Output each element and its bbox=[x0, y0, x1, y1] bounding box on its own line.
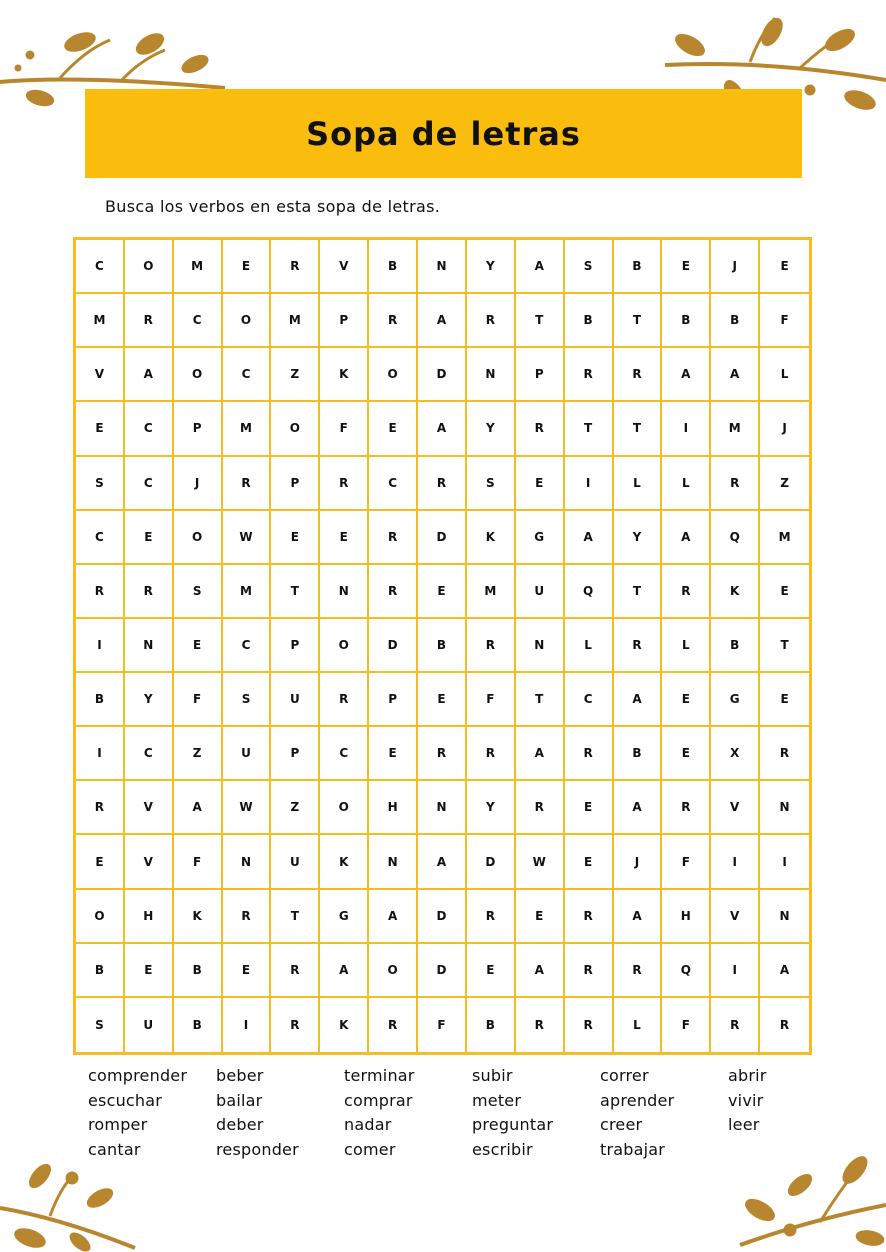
grid-cell[interactable]: E bbox=[125, 944, 174, 998]
grid-cell[interactable]: P bbox=[320, 294, 369, 348]
grid-cell[interactable]: S bbox=[76, 998, 125, 1052]
grid-cell[interactable]: T bbox=[516, 673, 565, 727]
grid-cell[interactable]: U bbox=[516, 565, 565, 619]
grid-cell[interactable]: T bbox=[516, 294, 565, 348]
grid-cell[interactable]: R bbox=[779, 1017, 790, 1032]
grid-cell[interactable]: U bbox=[223, 727, 272, 781]
word-list-item: meter bbox=[472, 1090, 522, 1110]
grid-cell[interactable]: F bbox=[174, 673, 223, 727]
grid-cell[interactable]: H bbox=[369, 781, 418, 835]
grid-cell[interactable]: O bbox=[174, 348, 223, 402]
grid-cell[interactable]: R bbox=[662, 565, 711, 619]
grid-cell[interactable]: E bbox=[760, 565, 809, 619]
grid-cell[interactable]: A bbox=[516, 240, 565, 294]
grid-cell[interactable]: U bbox=[125, 998, 174, 1052]
grid-cell[interactable]: V bbox=[711, 781, 760, 835]
grid-cell[interactable]: R bbox=[516, 781, 565, 835]
grid-cell[interactable]: C bbox=[125, 457, 174, 511]
grid-cell[interactable]: A bbox=[614, 781, 663, 835]
word-list-item: vivir bbox=[728, 1090, 764, 1110]
grid-cell[interactable]: E bbox=[516, 457, 565, 511]
grid-cell[interactable]: R bbox=[565, 348, 614, 402]
grid-cell[interactable]: Z bbox=[174, 727, 223, 781]
grid-cell[interactable]: P bbox=[271, 457, 320, 511]
grid-cell[interactable]: W bbox=[223, 781, 272, 835]
grid-cell[interactable]: E bbox=[565, 835, 614, 889]
grid-cell[interactable]: U bbox=[271, 835, 320, 889]
grid-cell[interactable]: I bbox=[565, 457, 614, 511]
grid-cell[interactable]: C bbox=[320, 727, 369, 781]
grid-cell[interactable]: J bbox=[614, 835, 663, 889]
grid-cell[interactable]: B bbox=[76, 944, 125, 998]
grid-cell[interactable]: H bbox=[662, 890, 711, 944]
grid-cell[interactable]: L bbox=[614, 457, 663, 511]
grid-cell[interactable]: E bbox=[223, 944, 272, 998]
page-title: Sopa de letras bbox=[306, 114, 581, 153]
grid-cell[interactable]: G bbox=[711, 673, 760, 727]
grid-cell[interactable]: R bbox=[418, 727, 467, 781]
grid-cell[interactable]: N bbox=[467, 348, 516, 402]
grid-cell[interactable]: C bbox=[369, 457, 418, 511]
grid-cell[interactable]: L bbox=[662, 619, 711, 673]
grid-cell[interactable]: Q bbox=[662, 944, 711, 998]
grid-cell[interactable]: B bbox=[418, 619, 467, 673]
grid-cell[interactable]: R bbox=[565, 890, 614, 944]
grid-cell[interactable]: C bbox=[565, 673, 614, 727]
word-list-item: leer bbox=[728, 1115, 760, 1134]
grid-cell[interactable]: C bbox=[76, 240, 125, 294]
grid-cell[interactable]: F bbox=[174, 835, 223, 889]
grid-cell[interactable]: I bbox=[662, 402, 711, 456]
grid-cell[interactable]: K bbox=[320, 348, 369, 402]
grid-cell[interactable]: N bbox=[223, 835, 272, 889]
grid-cell[interactable]: E bbox=[418, 673, 467, 727]
grid-cell[interactable]: S bbox=[223, 673, 272, 727]
grid-cell[interactable]: C bbox=[76, 511, 125, 565]
grid-cell[interactable]: L bbox=[760, 348, 809, 402]
grid-cell[interactable]: J bbox=[174, 457, 223, 511]
grid-cell[interactable]: N bbox=[320, 565, 369, 619]
grid-cell[interactable]: C bbox=[223, 619, 272, 673]
grid-cell[interactable]: F bbox=[320, 402, 369, 456]
grid-cell[interactable]: R bbox=[467, 294, 516, 348]
grid-cell[interactable]: V bbox=[711, 890, 760, 944]
grid-cell[interactable]: M bbox=[467, 565, 516, 619]
grid-cell[interactable]: B bbox=[76, 673, 125, 727]
word-list-item: terminar bbox=[344, 1066, 415, 1085]
grid-cell[interactable]: R bbox=[565, 998, 614, 1052]
grid-cell[interactable]: B bbox=[369, 240, 418, 294]
grid-cell[interactable]: F bbox=[662, 998, 711, 1052]
grid-cell[interactable]: F bbox=[418, 998, 467, 1052]
grid-cell[interactable]: G bbox=[320, 890, 369, 944]
grid-cell[interactable]: Z bbox=[271, 781, 320, 835]
grid-cell[interactable]: R bbox=[125, 294, 174, 348]
grid-cell[interactable]: M bbox=[223, 565, 272, 619]
grid-cell[interactable]: P bbox=[369, 673, 418, 727]
grid-cell[interactable]: K bbox=[320, 998, 369, 1052]
grid-cell[interactable]: K bbox=[320, 835, 369, 889]
grid-cell[interactable]: S bbox=[76, 457, 125, 511]
grid-cell[interactable]: R bbox=[760, 727, 809, 781]
grid-cell[interactable]: B bbox=[614, 240, 663, 294]
grid-cell[interactable]: A bbox=[125, 348, 174, 402]
grid-cell[interactable]: B bbox=[174, 998, 223, 1052]
grid-cell[interactable]: K bbox=[711, 565, 760, 619]
grid-cell[interactable]: I bbox=[760, 835, 809, 889]
grid-cell[interactable]: R bbox=[369, 998, 418, 1052]
grid-cell[interactable]: T bbox=[760, 619, 809, 673]
grid-cell[interactable]: Y bbox=[467, 240, 516, 294]
word-list-item: deber bbox=[216, 1115, 264, 1134]
grid-cell[interactable]: A bbox=[662, 511, 711, 565]
grid-cell[interactable]: D bbox=[467, 835, 516, 889]
grid-cell[interactable]: B bbox=[711, 619, 760, 673]
word-list-item: beber bbox=[216, 1066, 264, 1085]
grid-cell[interactable]: M bbox=[760, 511, 809, 565]
grid-cell[interactable]: A bbox=[320, 944, 369, 998]
word-list bbox=[88, 1066, 828, 1164]
word-list-item: creer bbox=[600, 1115, 643, 1134]
grid-cell[interactable]: M bbox=[271, 294, 320, 348]
word-search-grid bbox=[73, 237, 812, 1055]
grid-cell[interactable]: R bbox=[320, 673, 369, 727]
branch-ornament-bottom-left bbox=[0, 1158, 140, 1252]
word-list-item: abrir bbox=[728, 1066, 767, 1085]
grid-cell[interactable]: V bbox=[320, 240, 369, 294]
grid-cell[interactable]: E bbox=[223, 240, 272, 294]
grid-cell[interactable]: M bbox=[223, 402, 272, 456]
word-list-item: responder bbox=[216, 1139, 299, 1159]
grid-cell[interactable]: A bbox=[418, 835, 467, 889]
grid-cell[interactable]: U bbox=[271, 673, 320, 727]
grid-cell[interactable]: R bbox=[711, 998, 760, 1052]
grid-cell[interactable]: O bbox=[369, 944, 418, 998]
grid-cell[interactable]: O bbox=[174, 511, 223, 565]
grid-cell[interactable]: C bbox=[223, 348, 272, 402]
grid-cell[interactable]: K bbox=[174, 890, 223, 944]
grid-cell[interactable]: W bbox=[223, 511, 272, 565]
grid-cell[interactable]: A bbox=[516, 944, 565, 998]
grid-cell[interactable]: K bbox=[467, 511, 516, 565]
grid-cell[interactable]: A bbox=[516, 727, 565, 781]
grid-cell[interactable]: D bbox=[418, 890, 467, 944]
grid-cell[interactable]: O bbox=[320, 781, 369, 835]
grid-cell[interactable]: R bbox=[467, 890, 516, 944]
grid-cell[interactable]: F bbox=[467, 673, 516, 727]
grid-cell[interactable]: E bbox=[369, 727, 418, 781]
grid-cell[interactable]: J bbox=[711, 240, 760, 294]
grid-cell[interactable]: H bbox=[125, 890, 174, 944]
word-list-item: comer bbox=[344, 1139, 396, 1159]
grid-cell[interactable]: J bbox=[760, 402, 809, 456]
grid-cell[interactable]: R bbox=[711, 457, 760, 511]
grid-cell[interactable]: E bbox=[418, 565, 467, 619]
grid-cell[interactable]: V bbox=[125, 781, 174, 835]
grid-cell[interactable]: E bbox=[174, 619, 223, 673]
grid-cell[interactable]: O bbox=[125, 240, 174, 294]
word-list-item: comprar bbox=[344, 1090, 413, 1110]
word-list-item: preguntar bbox=[472, 1115, 554, 1134]
grid-cell[interactable]: R bbox=[125, 565, 174, 619]
grid-cell[interactable]: N bbox=[516, 619, 565, 673]
grid-cell[interactable]: F bbox=[662, 835, 711, 889]
grid-cell[interactable]: A bbox=[418, 402, 467, 456]
instructions: Busca los verbos en esta sopa de letras. bbox=[105, 197, 441, 216]
grid-cell[interactable]: A bbox=[662, 348, 711, 402]
grid-cell[interactable]: S bbox=[565, 240, 614, 294]
grid-cell[interactable]: R bbox=[223, 890, 272, 944]
grid-cell[interactable]: T bbox=[614, 565, 663, 619]
grid-cell[interactable]: A bbox=[614, 890, 663, 944]
grid-cell[interactable]: Y bbox=[614, 511, 663, 565]
grid-cell[interactable]: R bbox=[467, 619, 516, 673]
grid-cell[interactable]: Z bbox=[760, 457, 809, 511]
grid-cell[interactable]: Q bbox=[565, 565, 614, 619]
word-list-item: subir bbox=[472, 1066, 513, 1085]
grid-cell[interactable]: D bbox=[418, 348, 467, 402]
grid-cell[interactable]: R bbox=[565, 727, 614, 781]
grid-cell[interactable]: A bbox=[174, 781, 223, 835]
grid-cell[interactable]: N bbox=[369, 835, 418, 889]
grid-cell[interactable]: T bbox=[271, 565, 320, 619]
word-list-item: trabajar bbox=[600, 1139, 666, 1159]
grid-cell[interactable]: D bbox=[418, 511, 467, 565]
grid-cell[interactable]: Y bbox=[125, 673, 174, 727]
grid-cell[interactable]: I bbox=[76, 619, 125, 673]
grid-cell[interactable]: C bbox=[125, 727, 174, 781]
grid-cell[interactable]: R bbox=[76, 565, 125, 619]
grid-cell[interactable]: C bbox=[125, 402, 174, 456]
grid-cell[interactable]: R bbox=[467, 727, 516, 781]
grid-cell[interactable]: R bbox=[369, 565, 418, 619]
grid-cell[interactable]: E bbox=[760, 673, 809, 727]
grid-cell[interactable]: L bbox=[662, 457, 711, 511]
grid-cell[interactable]: B bbox=[711, 294, 760, 348]
grid-cell[interactable]: R bbox=[271, 998, 320, 1052]
word-list-item: cantar bbox=[88, 1139, 141, 1159]
grid-cell[interactable]: R bbox=[614, 944, 663, 998]
grid-cell[interactable]: N bbox=[418, 781, 467, 835]
grid-cell[interactable]: A bbox=[711, 348, 760, 402]
grid-cell[interactable]: A bbox=[614, 673, 663, 727]
title-banner bbox=[85, 89, 802, 178]
grid-cell[interactable]: A bbox=[565, 511, 614, 565]
grid-cell[interactable]: W bbox=[516, 835, 565, 889]
grid-cell[interactable]: D bbox=[369, 619, 418, 673]
grid-cell[interactable]: D bbox=[418, 944, 467, 998]
grid-cell[interactable]: F bbox=[760, 294, 809, 348]
grid-cell[interactable]: A bbox=[418, 294, 467, 348]
grid-cell[interactable]: S bbox=[467, 457, 516, 511]
grid-cell[interactable]: T bbox=[614, 402, 663, 456]
grid-cell[interactable]: O bbox=[76, 890, 125, 944]
grid-cell[interactable]: B bbox=[174, 944, 223, 998]
grid-cell[interactable]: P bbox=[516, 348, 565, 402]
grid-cell[interactable]: I bbox=[711, 944, 760, 998]
word-list-item: comprender bbox=[88, 1066, 188, 1085]
grid-cell[interactable]: N bbox=[125, 619, 174, 673]
grid-cell[interactable]: M bbox=[711, 402, 760, 456]
grid-cell[interactable]: G bbox=[516, 511, 565, 565]
word-list-item: bailar bbox=[216, 1090, 263, 1110]
grid-cell[interactable]: B bbox=[662, 294, 711, 348]
grid-cell[interactable]: Y bbox=[467, 781, 516, 835]
branch-ornament-bottom-right bbox=[730, 1150, 886, 1252]
grid-cell[interactable]: P bbox=[174, 402, 223, 456]
grid-cell[interactable]: C bbox=[174, 294, 223, 348]
grid-cell[interactable]: E bbox=[565, 781, 614, 835]
grid-cell[interactable]: E bbox=[369, 402, 418, 456]
grid-cell[interactable]: R bbox=[271, 240, 320, 294]
grid-cell[interactable]: E bbox=[271, 511, 320, 565]
grid-cell[interactable]: R bbox=[565, 944, 614, 998]
word-list-item: nadar bbox=[344, 1115, 392, 1134]
grid-cell[interactable]: V bbox=[125, 835, 174, 889]
grid-cell[interactable]: T bbox=[565, 402, 614, 456]
grid-cell[interactable]: M bbox=[174, 240, 223, 294]
grid-cell[interactable]: Z bbox=[271, 348, 320, 402]
grid-cell[interactable]: I bbox=[76, 727, 125, 781]
grid-cell[interactable]: E bbox=[76, 402, 125, 456]
word-list-item: romper bbox=[88, 1115, 148, 1134]
grid-cell[interactable]: R bbox=[614, 348, 663, 402]
grid-cell[interactable]: I bbox=[711, 835, 760, 889]
word-list-item: escribir bbox=[472, 1139, 533, 1159]
word-list-item: aprender bbox=[600, 1090, 675, 1110]
grid-cell[interactable]: B bbox=[614, 727, 663, 781]
grid-cell[interactable]: R bbox=[516, 402, 565, 456]
grid-cell[interactable]: L bbox=[614, 998, 663, 1052]
grid-cell[interactable]: E bbox=[320, 511, 369, 565]
grid-cell[interactable]: I bbox=[223, 998, 272, 1052]
grid-cell[interactable]: R bbox=[369, 511, 418, 565]
grid-cell[interactable]: R bbox=[369, 294, 418, 348]
grid-cell[interactable]: O bbox=[320, 619, 369, 673]
grid-cell[interactable]: E bbox=[760, 240, 809, 294]
grid-cell[interactable]: Q bbox=[711, 511, 760, 565]
grid-cell[interactable]: R bbox=[516, 998, 565, 1052]
grid-cell[interactable]: E bbox=[662, 673, 711, 727]
grid-cell[interactable]: O bbox=[369, 348, 418, 402]
grid-cell[interactable]: N bbox=[760, 781, 809, 835]
grid-cell[interactable]: E bbox=[662, 240, 711, 294]
grid-cell[interactable]: N bbox=[418, 240, 467, 294]
grid-cell[interactable]: R bbox=[76, 781, 125, 835]
grid-cell[interactable]: E bbox=[662, 727, 711, 781]
grid-cell[interactable]: O bbox=[271, 402, 320, 456]
grid-cell[interactable]: Y bbox=[467, 402, 516, 456]
grid-cell[interactable]: L bbox=[565, 619, 614, 673]
word-list-item: correr bbox=[600, 1066, 649, 1085]
grid-cell[interactable]: T bbox=[614, 294, 663, 348]
grid-cell[interactable]: R bbox=[271, 944, 320, 998]
grid-cell[interactable]: V bbox=[76, 348, 125, 402]
grid-cell[interactable]: A bbox=[760, 944, 809, 998]
word-list-item: escuchar bbox=[88, 1090, 163, 1110]
grid-cell[interactable]: R bbox=[614, 619, 663, 673]
grid-cell[interactable]: P bbox=[271, 727, 320, 781]
grid-cell[interactable]: M bbox=[76, 294, 125, 348]
grid-cell[interactable]: P bbox=[271, 619, 320, 673]
grid-cell[interactable]: R bbox=[662, 781, 711, 835]
grid-cell[interactable]: T bbox=[271, 890, 320, 944]
grid-cell[interactable]: N bbox=[760, 890, 809, 944]
grid-cell[interactable]: E bbox=[125, 511, 174, 565]
grid-cell[interactable]: B bbox=[467, 998, 516, 1052]
grid-cell[interactable]: B bbox=[565, 294, 614, 348]
grid-cell[interactable]: E bbox=[76, 835, 125, 889]
grid-cell[interactable]: R bbox=[418, 457, 467, 511]
grid-cell[interactable]: O bbox=[223, 294, 272, 348]
grid-cell[interactable]: E bbox=[467, 944, 516, 998]
grid-cell[interactable]: S bbox=[174, 565, 223, 619]
grid-cell[interactable]: R bbox=[320, 457, 369, 511]
grid-cell[interactable]: A bbox=[369, 890, 418, 944]
grid-cell[interactable]: X bbox=[711, 727, 760, 781]
grid-cell[interactable]: R bbox=[223, 457, 272, 511]
grid-cell[interactable]: E bbox=[516, 890, 565, 944]
